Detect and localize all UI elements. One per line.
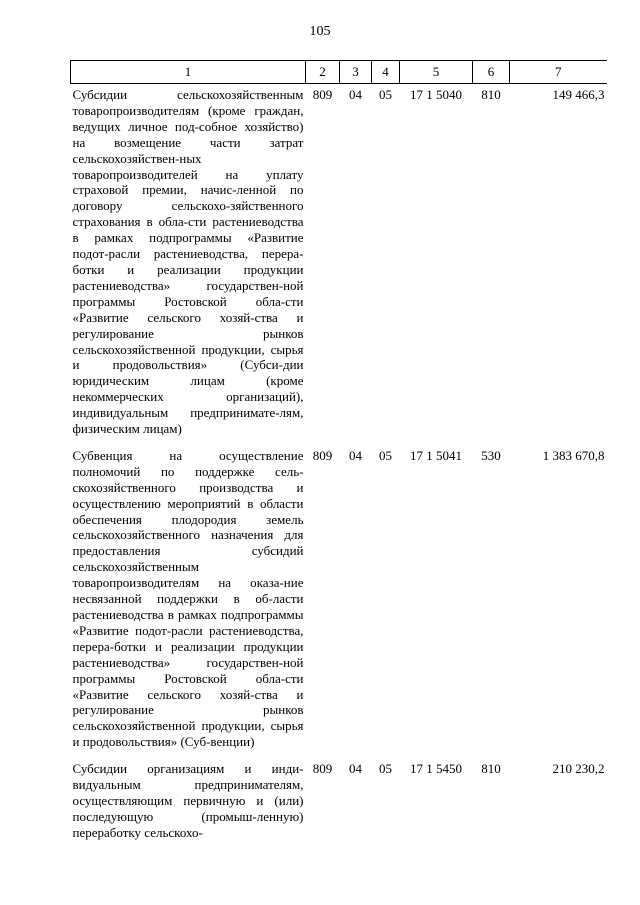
- row-subsection-code: 05: [379, 447, 392, 463]
- row-target-code: 17 1 5450: [410, 761, 462, 777]
- row-section-code: 04: [349, 447, 362, 463]
- row-expense-type-code: 530: [481, 447, 501, 463]
- row-section-code: 04: [349, 87, 362, 102]
- row-target-code: 17 1 5041: [410, 447, 462, 463]
- row-subsection-code: 05: [379, 87, 392, 102]
- row-ministry-code: 809: [312, 447, 333, 463]
- page-number: 105: [309, 24, 331, 39]
- row-ministry-code: 809: [312, 87, 333, 102]
- row-description: Субсидии организациям и инди-видуальным предпринимателям, осуществляющим первичную и (или) последующую (промыш-ленную) переработку сельскохо-: [72, 761, 304, 840]
- row-amount: 149 466,3: [552, 87, 605, 102]
- table-row: [71, 758, 607, 849]
- column-header-7: 7: [510, 61, 607, 84]
- budget-table: [70, 60, 607, 849]
- column-header-4: 4: [372, 61, 400, 84]
- row-ministry-code: 809: [312, 761, 333, 777]
- table-row: [71, 84, 607, 445]
- row-expense-type-code: 810: [481, 87, 501, 102]
- row-target-code: 17 1 5040: [410, 87, 462, 102]
- row-description: Субвенция на осуществление полномочий по поддержке сель-скохозяйственного производства и осуществлению мероприятий в области обеспечения плодородия земель сельскохозяйственного назначения для предоставления субсидий сельскохозяйственным товаропроизводителям на оказа-ние несвязанной поддержки в об-ласти растениеводства в рамках подпрограммы «Развитие подот-расли растениеводства, перера-ботки и реализации продукции растениеводства» государствен-ной программы Ростовской обла-сти «Развитие сельского хозяй-ства и регулирование рынков сельскохозяйственной продукции, сырья и продовольствия» (Суб-венции): [72, 447, 304, 750]
- row-description: Субсидии сельскохозяйственным товаропроизводителям (кроме граждан, ведущих личное под-собное хозяйство) на возмещение части затрат сельскохозяйствен-ных товаропроизводителей на уплату страховой премии, начис-ленной по договору сельскохо-зяйственного страхования в обла-сти растениеводства в рамках подпрограммы «Развитие подот-расли растениеводства, перера-ботки и реализации продукции растениеводства» государствен-ной программы Ростовской обла-сти «Развитие сельского хозяй-ства и регулирование рынков сельскохозяйственной продукции, сырья и продовольствия» (Субси-дии юридическим лицам (кроме некоммерческих организаций), индивидуальным предпринимате-лям, физическим лицам): [72, 87, 304, 437]
- table-row: [71, 445, 607, 758]
- row-section-code: 04: [349, 761, 362, 777]
- row-subsection-code: 05: [379, 761, 392, 777]
- column-header-3: 3: [340, 61, 372, 84]
- row-expense-type-code: 810: [481, 761, 501, 777]
- row-amount: 1 383 670,8: [542, 447, 605, 463]
- column-header-2: 2: [306, 61, 340, 84]
- column-header-1: 1: [71, 61, 306, 84]
- table-header: [71, 61, 607, 84]
- column-header-6: 6: [473, 61, 510, 84]
- row-amount: 210 230,2: [552, 761, 605, 777]
- column-header-5: 5: [400, 61, 473, 84]
